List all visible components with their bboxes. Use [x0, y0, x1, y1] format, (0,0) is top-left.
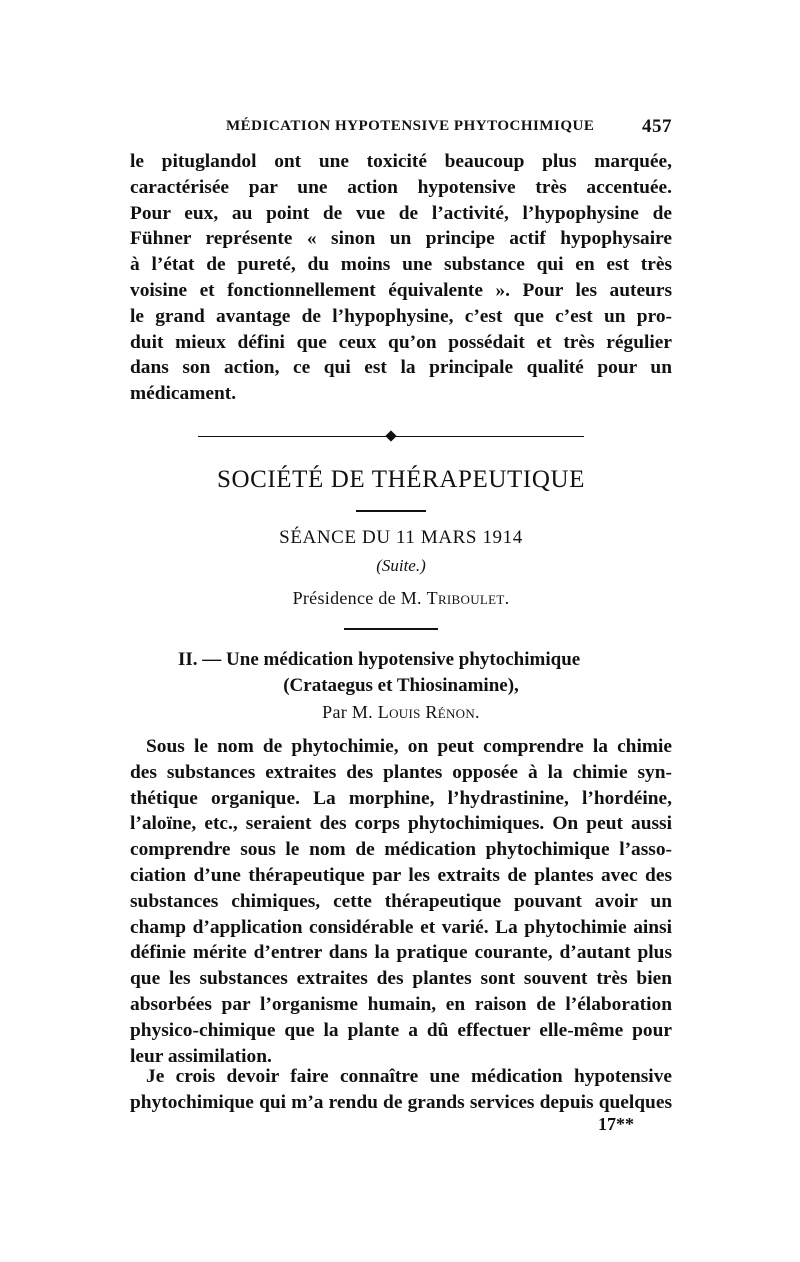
- text-line: physico-chimique que la plante a dû effectuer elle-même pour: [130, 1019, 672, 1041]
- text-line: leur assimilation.: [130, 1045, 272, 1067]
- text-line: thétique organique. La morphine, l’hydrastinine, l’hordéine,: [130, 787, 672, 809]
- intro-paragraph: [130, 149, 672, 407]
- president-name: Triboulet.: [426, 588, 510, 608]
- body-paragraph-2: [130, 1064, 672, 1116]
- text-line: l’aloïne, etc., seraient des corps phytochimiques. On peut aussi: [130, 813, 672, 835]
- body-paragraph-1: [130, 734, 672, 1069]
- session-heading: SÉANCE DU 11 MARS 1914: [279, 527, 523, 548]
- text-line: champ d’application considérable et varié. La phytochimie ainsi: [130, 916, 672, 938]
- text-line: Sous le nom de phytochimie, on peut comprendre la chimie: [146, 736, 672, 757]
- section-divider: [356, 510, 426, 512]
- diamond-ornament-icon: [385, 430, 396, 441]
- text-line: absorbées par l’organisme humain, en raison de l’élaboration: [130, 993, 672, 1015]
- text-line: phytochimique qui m’a rendu de grands services depuis quelques: [130, 1091, 672, 1113]
- author-prefix: Par M.: [322, 702, 373, 722]
- presidency-prefix: Présidence de M.: [292, 588, 422, 608]
- text-line: le pituglandol ont une toxicité beaucoup plus marquée,: [130, 151, 672, 172]
- running-head-title: MÉDICATION HYPOTENSIVE PHYTOCHIMIQUE: [226, 118, 595, 134]
- text-line: duit mieux défini que ceux qu’on possédait et très régulier: [130, 331, 672, 353]
- article-author: [130, 702, 672, 723]
- text-line: Je crois devoir faire connaître une médication hypotensive: [146, 1066, 672, 1087]
- text-line: voisine et fonctionnellement équivalente ». Pour les auteurs: [130, 279, 672, 301]
- text-line: substances chimiques, cette thérapeutique pouvant avoir un: [130, 890, 672, 912]
- signature-mark: 17**: [598, 1114, 634, 1134]
- article-title-line2: (Crataegus et Thiosinamine),: [283, 675, 519, 696]
- text-line: définie mérite d’entrer dans la pratique courante, d’autant plus: [130, 942, 672, 964]
- society-title: SOCIÉTÉ DE THÉRAPEUTIQUE: [216, 466, 586, 493]
- page-number: 457: [642, 116, 672, 137]
- text-line: que les substances extraites des plantes sont souvent très bien: [130, 968, 672, 990]
- author-name: Louis Rénon.: [377, 702, 480, 722]
- text-line: des substances extraites des plantes opposée à la chimie syn-: [130, 761, 672, 783]
- text-line: comprendre sous le nom de médication phytochimique l’asso-: [130, 839, 672, 861]
- session-note: (Suite.): [376, 556, 426, 575]
- text-line: le grand avantage de l’hypophysine, c’est que c’est un pro-: [130, 305, 672, 327]
- text-line: Fühner représente « sinon un principe actif hypophysaire: [130, 228, 672, 250]
- running-head: [130, 116, 672, 140]
- text-line: à l’état de pureté, du moins une substance qui en est très: [130, 254, 672, 276]
- text-line: caractérisée par une action hypotensive très accentuée.: [130, 176, 672, 198]
- text-line: médicament.: [130, 383, 237, 405]
- presidency-line: [130, 588, 672, 609]
- text-line: ciation d’une thérapeutique par les extraits de plantes avec des: [130, 864, 672, 886]
- text-line: Pour eux, au point de vue de l’activité, l’hypophysine de: [130, 202, 672, 224]
- article-title-line1: II. — Une médication hypotensive phytochimique: [178, 649, 581, 670]
- section-divider: [344, 628, 438, 630]
- text-line: dans son action, ce qui est la principale qualité pour un: [130, 357, 672, 379]
